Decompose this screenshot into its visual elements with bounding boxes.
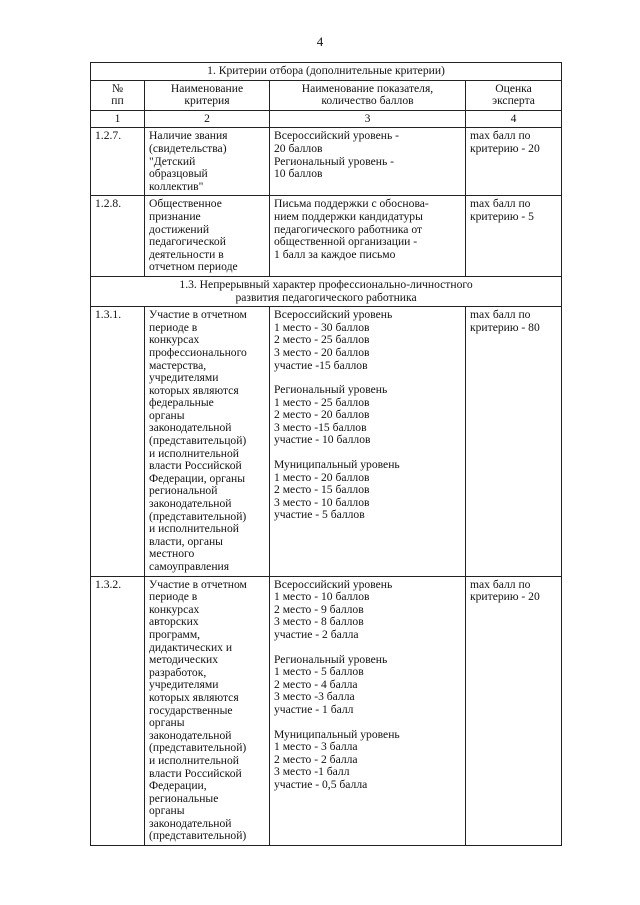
expert-score: max балл по критерию - 5 (466, 196, 562, 277)
level-regional: Региональный уровень 1 место - 5 баллов 2 место - 4 балла 3 место -3 балла участие - 1 балл (274, 652, 388, 716)
expert-score: max балл по критерию - 80 (466, 307, 562, 576)
indicator-levels (270, 576, 466, 845)
criterion-name: Общественное признание достижений педагогической деятельности в отчетном периоде (145, 196, 270, 277)
table-row (91, 576, 562, 845)
section-title: 1. Критерии отбора (дополнительные критерии) (91, 63, 562, 81)
header-expert-score: Оценка эксперта (466, 80, 562, 110)
level-regional: Региональный уровень 1 место - 25 баллов 2 место - 20 баллов 3 место -15 баллов участие - 10 баллов (274, 383, 388, 447)
indicator-text: Письма поддержки с обоснова- нием поддержки кандидатуры педагогического работника от общественной организации - 1 балл за каждое письмо (270, 196, 466, 277)
table-row (91, 128, 562, 196)
indicator-levels (270, 307, 466, 576)
criterion-name: Участие в отчетном периоде в конкурсах профессионального мастерства, учредителями которых являются федеральные органы законодательной (представительцой) и исполнительной власти Российской Федерации, органы региональной законодательной (представительной) и исполнительной власти, органы местного самоуправления (145, 307, 270, 576)
row-number: 1.3.1. (91, 307, 145, 576)
column-number: 3 (270, 110, 466, 128)
header-row (91, 80, 562, 110)
expert-score: max балл по критерию - 20 (466, 576, 562, 845)
subsection-title-row (91, 276, 562, 306)
column-number: 4 (466, 110, 562, 128)
table-row (91, 307, 562, 576)
indicator-text: Всероссийский уровень - 20 баллов Региональный уровень - 10 баллов (270, 128, 466, 196)
criterion-name: Наличие звания (свидетельства) "Детский образцовый коллектив" (145, 128, 270, 196)
level-municipal: Муниципальный уровень 1 место - 20 баллов 2 место - 15 баллов 3 место - 10 баллов участие - 5 баллов (274, 458, 400, 522)
header-indicator: Наименование показателя, количество баллов (270, 80, 466, 110)
page-number: 4 (316, 34, 324, 49)
column-number-row (91, 110, 562, 128)
column-number: 1 (91, 110, 145, 128)
level-federal: Всероссийский уровень 1 место - 10 баллов 2 место - 9 баллов 3 место - 8 баллов участие - 2 балла (274, 577, 393, 641)
level-federal: Всероссийский уровень 1 место - 30 баллов 2 место - 25 баллов 3 место - 20 баллов участие -15 баллов (274, 308, 393, 372)
expert-score: max балл по критерию - 20 (466, 128, 562, 196)
subsection-title: 1.3. Непрерывный характер профессионально-личностного развития педагогического работника (91, 276, 562, 306)
table-row (91, 196, 562, 277)
level-municipal: Муниципальный уровень 1 место - 3 балла 2 место - 2 балла 3 место -1 балл участие - 0,5 балла (274, 727, 400, 791)
header-criterion-name: Наименование критерия (145, 80, 270, 110)
row-number: 1.3.2. (91, 576, 145, 845)
criterion-name: Участие в отчетном периоде в конкурсах авторских программ, дидактических и методических разработок, учредителями которых являются государственные органы законодательной (представительной) и исполнительной власти Российской Федерации, региональные органы законодательной (представительной) (145, 576, 270, 845)
section-title-row (91, 63, 562, 81)
header-number: № пп (91, 80, 145, 110)
row-number: 1.2.8. (91, 196, 145, 277)
row-number: 1.2.7. (91, 128, 145, 196)
column-number: 2 (145, 110, 270, 128)
criteria-table (90, 62, 562, 846)
